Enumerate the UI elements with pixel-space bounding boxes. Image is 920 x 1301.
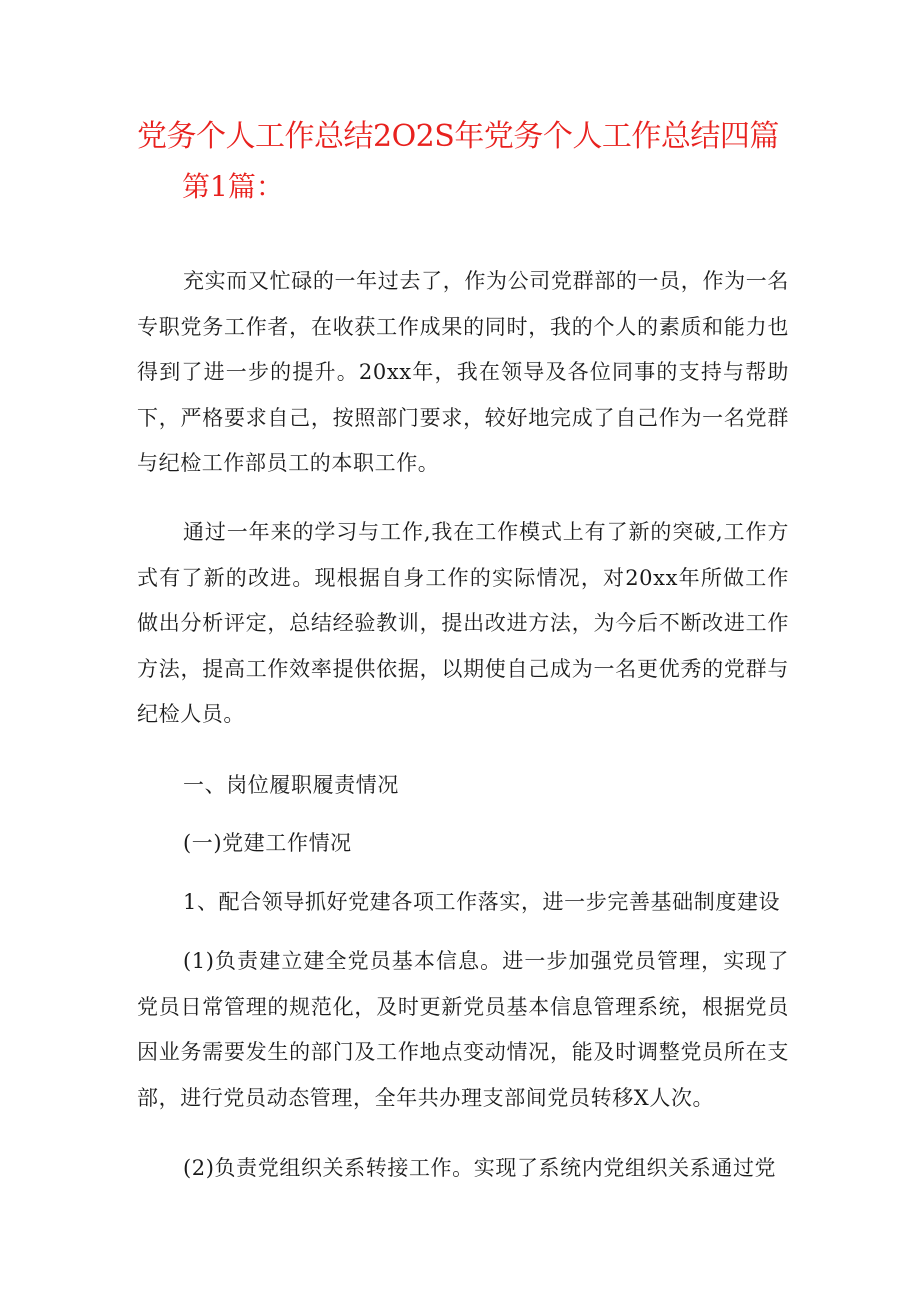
paragraph-item-1-2: (2)负责党组织关系转接工作。实现了系统内党组织关系通过党 xyxy=(183,1156,777,1180)
paragraph-summary: 通过一年来的学习与工作,我在工作模式上有了新的突破,工作方式有了新的改进。现根据自身工作的实际情况，对20xx年所做工作做出分析评定，总结经验教训，提出改进方法，为今后不断改进工作方法，提高工作效率提供依据，以期使自己成为一名更优秀的党群与纪检人员。 xyxy=(137,520,789,726)
heading-duty-performance: 一、岗位履职履责情况 xyxy=(183,773,399,797)
heading-party-building: (一)党建工作情况 xyxy=(183,831,352,855)
paragraph-intro: 充实而又忙碌的一年过去了，作为公司党群部的一员，作为一名专职党务工作者，在收获工作成果的同时，我的个人的素质和能力也得到了进一步的提升。20xx年，我在领导及各位同事的支持与帮助下，严格要求自己，按照部门要求，较好地完成了自己作为一名党群与纪检工作部员工的本职工作。 xyxy=(137,269,789,475)
section-heading: 第1篇： xyxy=(182,170,284,203)
document-title: 党务个人工作总结2O2S年党务个人工作总结四篇 xyxy=(137,119,779,154)
heading-item-1: 1、配合领导抓好党建各项工作落实，进一步完善基础制度建设 xyxy=(183,890,781,914)
paragraph-item-1-1: (1)负责建立建全党员基本信息。进一步加强党员管理，实现了党员日常管理的规范化，及时更新党员基本信息管理系统，根据党员因业务需要发生的部门及工作地点变动情况，能及时调整党员所在支部，进行党员动态管理，全年共办理支部间党员转移X人次。 xyxy=(137,949,789,1110)
